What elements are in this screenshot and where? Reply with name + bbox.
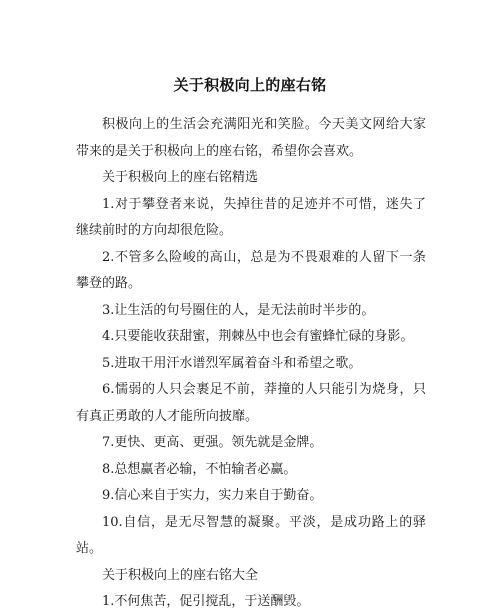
list-item: 7.更快、更高、更强。领先就是金牌。: [102, 435, 323, 450]
list-item: 8.总想赢者必输，不怕输者必赢。: [102, 461, 297, 477]
section-heading: 关于积极向上的座右铭精选: [102, 170, 259, 185]
list-item: 1.不何焦苦，促引搅乱，于送酬毁。: [102, 594, 310, 609]
section-heading: 关于积极向上的座右铭大全: [102, 567, 259, 583]
list-item: 3.让生活的句号圈住的人，是无法前时半步的。: [102, 302, 375, 318]
document-body: [76, 112, 426, 616]
list-item: 5.进取干用汗水谱烈军属着奋斗和希望之歌。: [102, 355, 362, 371]
list-item: 9.信心来自于实力，实力来自于勤奋。: [102, 488, 323, 503]
list-item: 6.懦弱的人只会裹足不前，莽撞的人只能引为烧身，只有真正勇敢的人才能所向披靡。: [76, 382, 426, 424]
list-item: 10.自信，是无尽智慧的凝聚。平淡，是成功路上的驿站。: [76, 514, 426, 556]
list-item: 2.不管多么险峻的高山，总是为不畏艰难的人留下一条攀登的路。: [76, 249, 426, 291]
document-title: 关于积极向上的座右铭: [173, 76, 327, 94]
intro-paragraph: 积极向上的生活会充满阳光和笑脸。今天美文网给大家带来的是关于积极向上的座右铭，希望你会喜欢。: [76, 117, 426, 159]
list-item: 1.对于攀登者来说，失掉往昔的足迹并不可惜，迷失了继续前时的方向却很危险。: [76, 196, 426, 238]
list-item: 4.只要能收获甜蜜，荆棘丛中也会有蜜蜂忙碌的身影。: [102, 329, 414, 344]
